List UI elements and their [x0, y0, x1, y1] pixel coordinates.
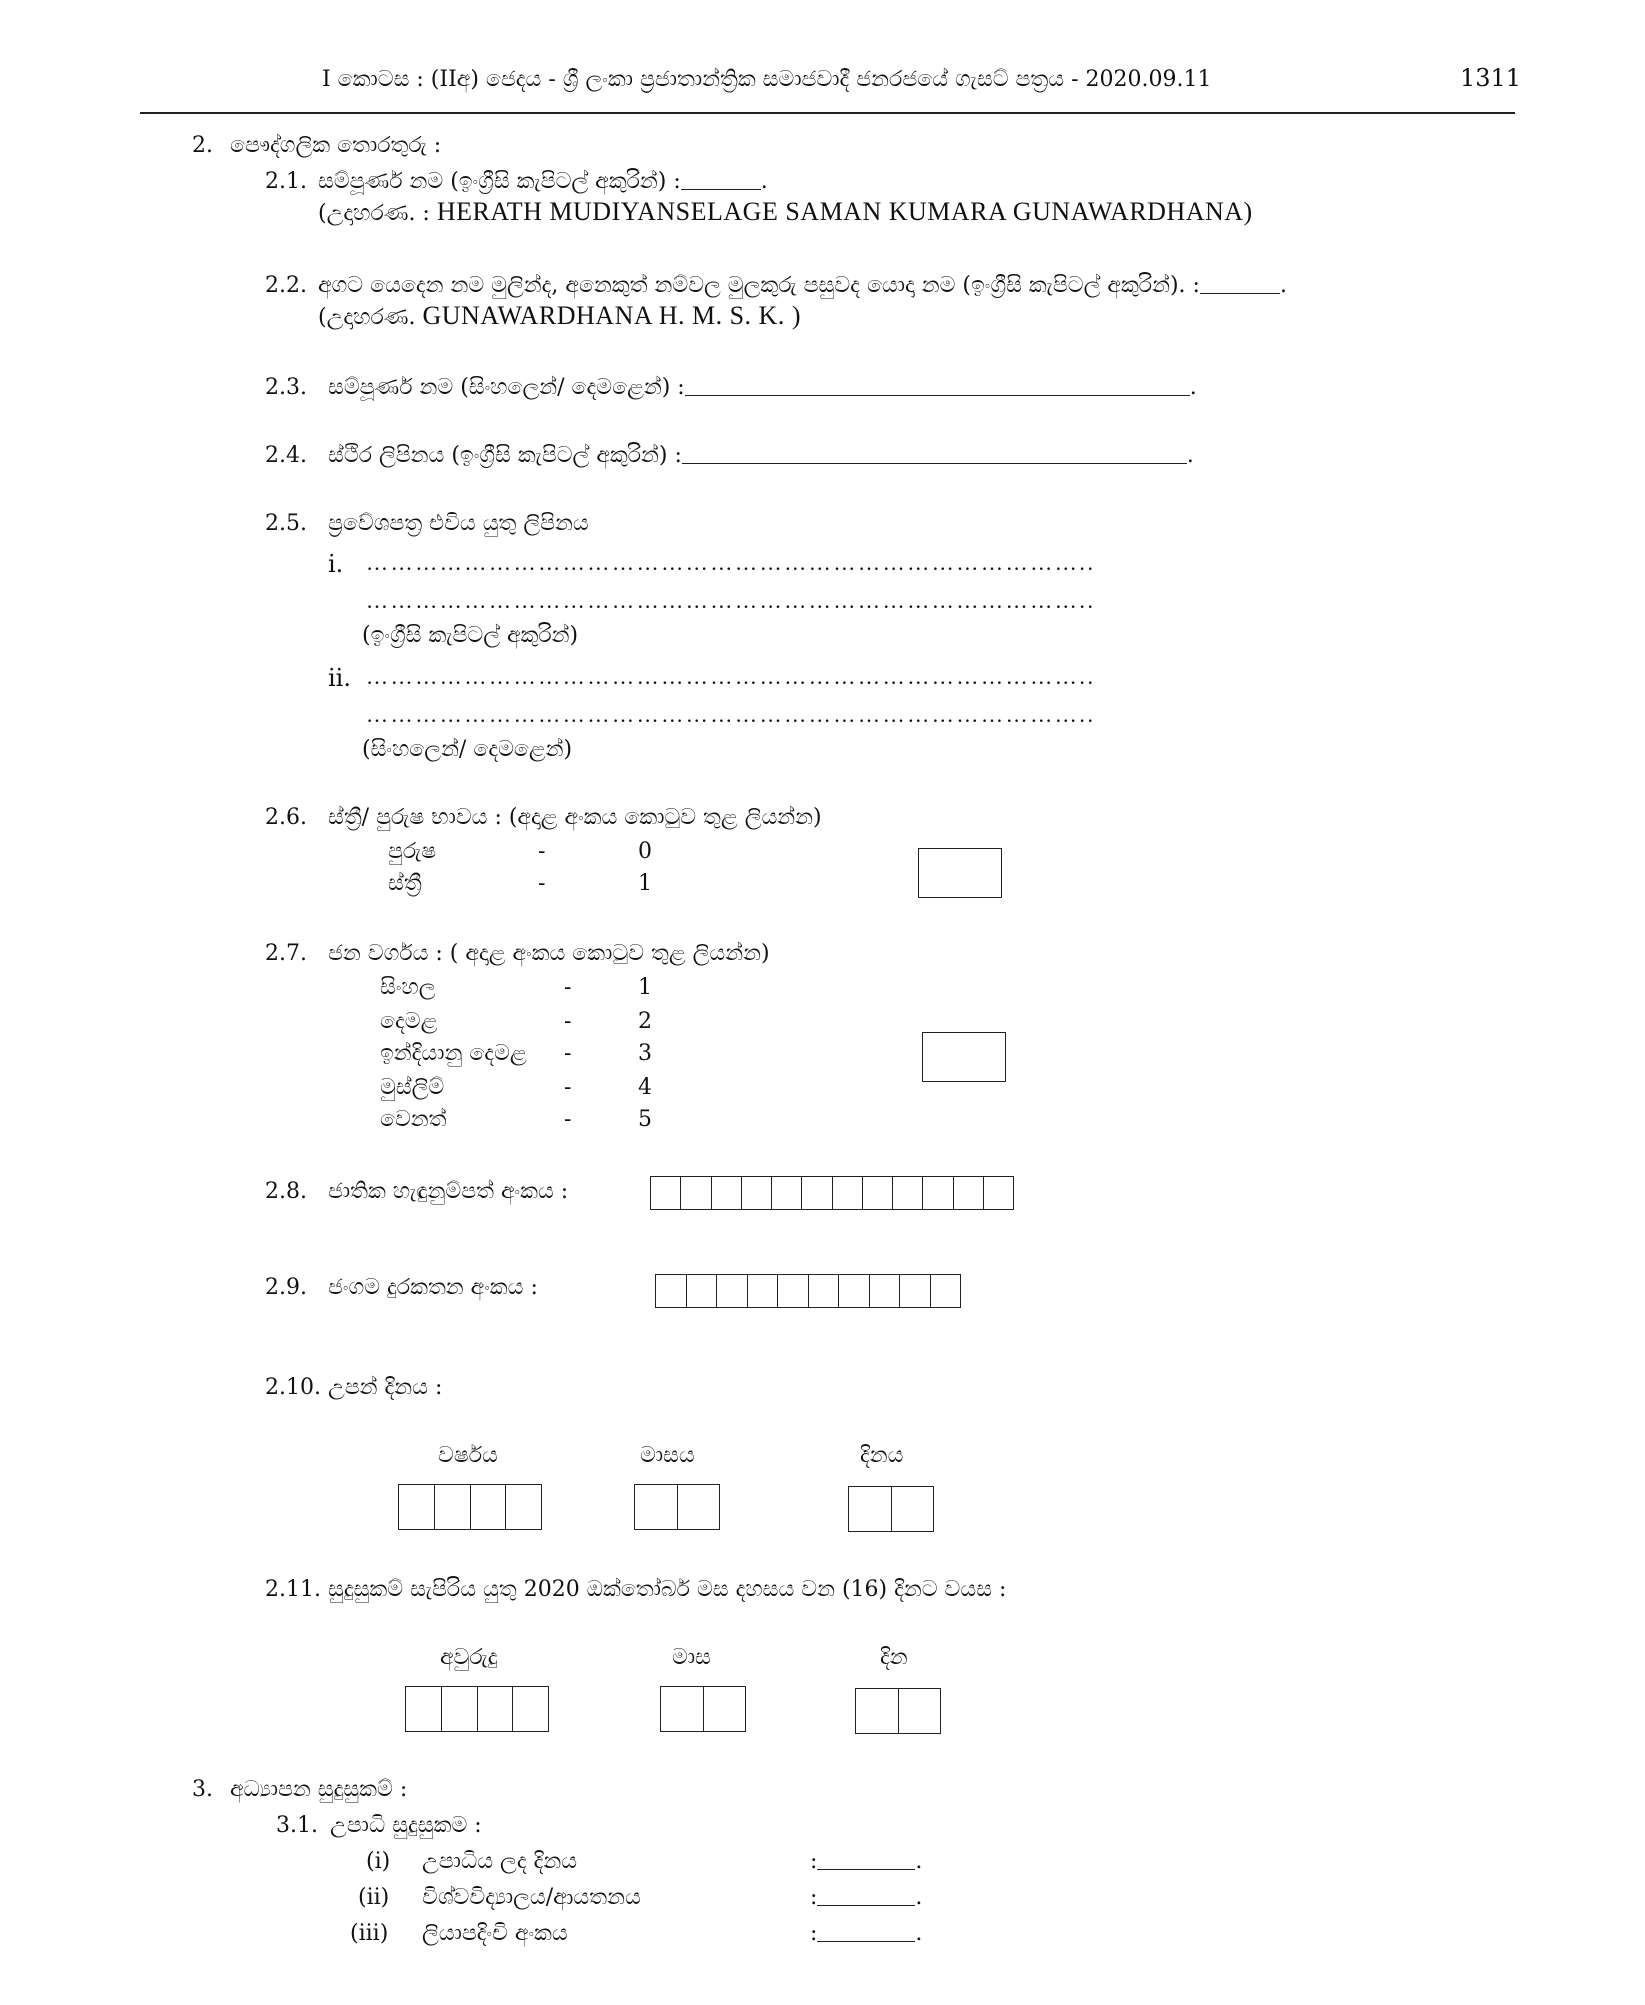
- mobile-cell[interactable]: [717, 1275, 748, 1307]
- address-sinhala-line-2[interactable]: ……………………………………………………………………………..: [366, 702, 1096, 727]
- dob-year-cell[interactable]: [506, 1485, 541, 1529]
- dob-month-cells[interactable]: [634, 1484, 720, 1530]
- nic-cell[interactable]: [863, 1177, 893, 1209]
- item-2-2-example: (උදාහරණ. GUNAWARDHANA H. M. S. K. ): [318, 301, 801, 330]
- item-2-1-line: සම්පූර්ණ නම (ඉංග්‍රීසි කැපිටල් අකුරින්) : .: [318, 169, 768, 194]
- address-english-marker: i.: [328, 550, 344, 578]
- item-2-4-number: 2.4.: [265, 443, 307, 468]
- dob-month-cell[interactable]: [635, 1485, 678, 1529]
- university-line: : .: [810, 1885, 923, 1910]
- dob-day-label: දිනය: [860, 1443, 904, 1468]
- ethnicity-option-dash: -: [564, 1075, 572, 1100]
- nic-cell[interactable]: [984, 1177, 1013, 1209]
- item-2-1-example: (උදාහරණ. : HERATH MUDIYANSELAGE SAMAN KUMARA GUNAWARDHANA): [318, 197, 1253, 226]
- address-sinhala-marker: ii.: [328, 664, 351, 692]
- ethnicity-option-code: 3: [638, 1041, 652, 1066]
- dob-day-cells[interactable]: [848, 1486, 934, 1532]
- degree-qualification-label: උපාධි සුදුසුකම :: [330, 1813, 482, 1838]
- item-2-9-number: 2.9.: [265, 1275, 307, 1300]
- mobile-number-cells[interactable]: [655, 1274, 961, 1308]
- dob-year-cell[interactable]: [399, 1485, 435, 1529]
- ethnicity-option-dash: -: [564, 975, 572, 1000]
- degree-date-field[interactable]: [817, 1855, 915, 1870]
- permanent-address-label: ස්ථිර ලිපිනය (ඉංග්‍රීසි කැපිටල් අකුරින්) :: [328, 443, 682, 468]
- dob-year-cells[interactable]: [398, 1484, 542, 1530]
- item-2-5-number: 2.5.: [265, 511, 307, 536]
- nic-cell[interactable]: [802, 1177, 832, 1209]
- section-2-title: පෞද්ගලික තොරතුරු :: [230, 133, 442, 158]
- ethnicity-option-name: ඉන්දියානු දෙමළ: [380, 1041, 527, 1066]
- section-3-title: අධ්‍යාපන සුදුසුකම් :: [230, 1777, 408, 1802]
- full-name-english-field[interactable]: [681, 175, 761, 190]
- running-title: I කොටස : (IIඅ) ජෙදය - ශ්‍රී ලංකා ප්‍රජාතාන්ත්‍රික සමාජවාදී ජනරජයේ ගැසට් පත්‍රය - 2020.09.11: [322, 67, 1212, 92]
- name-with-initials-field[interactable]: [1200, 279, 1280, 294]
- age-months-cell[interactable]: [661, 1687, 704, 1731]
- age-years-cell[interactable]: [406, 1687, 442, 1731]
- nic-cell[interactable]: [954, 1177, 984, 1209]
- item-2-11-number: 2.11.: [265, 1577, 321, 1602]
- university-label: විශ්වවිද්‍යාලය/ආයතනය: [422, 1885, 641, 1910]
- age-months-cell[interactable]: [704, 1687, 746, 1731]
- mobile-cell[interactable]: [870, 1275, 901, 1307]
- nic-cell[interactable]: [742, 1177, 772, 1209]
- nic-cell[interactable]: [923, 1177, 953, 1209]
- degree-item-roman: (iii): [350, 1921, 389, 1946]
- university-field[interactable]: [817, 1891, 915, 1906]
- item-2-3-number: 2.3.: [265, 375, 307, 400]
- dob-year-cell[interactable]: [435, 1485, 471, 1529]
- gender-option-name: පුරුෂ: [388, 839, 437, 864]
- gender-code-box[interactable]: [918, 848, 1002, 898]
- address-english-line-1[interactable]: ……………………………………………………………………………..: [366, 550, 1096, 575]
- nic-number-cells[interactable]: [650, 1176, 1014, 1210]
- full-name-sinhala-tamil-field[interactable]: [685, 381, 1190, 396]
- nic-number-label: ජාතික හැඳුනුම්පත් අංකය :: [328, 1179, 569, 1204]
- age-months-cells[interactable]: [660, 1686, 746, 1732]
- ethnicity-option-code: 5: [638, 1107, 652, 1132]
- mobile-cell[interactable]: [656, 1275, 687, 1307]
- address-sinhala-note: (සිංහලෙන්/ දෙමළෙන්): [362, 737, 573, 762]
- section-2-number: 2.: [192, 133, 213, 158]
- ethnicity-label: ජන වර්ගය : ( අදාළ අංකය කොටුව තුළ ලියන්න): [328, 941, 770, 966]
- ethnicity-option-name: වෙනත්: [380, 1107, 447, 1132]
- ethnicity-option-dash: -: [564, 1041, 572, 1066]
- full-name-english-label: සම්පූර්ණ නම (ඉංග්‍රීසි කැපිටල් අකුරින්) :: [318, 169, 681, 194]
- mobile-cell[interactable]: [748, 1275, 779, 1307]
- section-3-number: 3.: [192, 1777, 213, 1802]
- page-number: 1311: [1460, 64, 1522, 92]
- gender-option-name: ස්ත්‍රී: [388, 871, 422, 896]
- ethnicity-option-code: 1: [638, 975, 652, 1000]
- item-2-10-number: 2.10.: [265, 1375, 321, 1400]
- admission-address-label: ප්‍රවේශපත්‍ර එවිය යුතු ලිපිනය: [328, 511, 589, 536]
- item-2-2-number: 2.2.: [265, 273, 307, 298]
- item-2-1-number: 2.1.: [265, 169, 307, 194]
- registration-number-label: ලියාපදිංචි අංකය: [422, 1921, 568, 1946]
- name-with-initials-label: අගට යෙදෙන නම මුලින්ද, අනෙකුත් නම්වල මුලකුරු පසුවද යොදා නම (ඉංග්‍රීසි කැපිටල් අකුරින්). :: [318, 273, 1200, 298]
- mobile-cell[interactable]: [809, 1275, 840, 1307]
- degree-date-label: උපාධිය ලද දිනය: [422, 1849, 578, 1874]
- dob-day-cell[interactable]: [849, 1487, 892, 1531]
- item-2-8-number: 2.8.: [265, 1179, 307, 1204]
- age-months-label: මාස: [672, 1645, 711, 1670]
- address-english-line-2[interactable]: ……………………………………………………………………………..: [366, 588, 1096, 613]
- registration-number-line: : .: [810, 1921, 923, 1946]
- dob-month-cell[interactable]: [678, 1485, 720, 1529]
- gender-option-dash: -: [538, 839, 546, 864]
- age-years-label: අවුරුදු: [440, 1645, 498, 1670]
- age-days-label: දින: [880, 1645, 908, 1670]
- age-years-cells[interactable]: [405, 1686, 549, 1732]
- address-english-note: (ඉංග්‍රීසි කැපිටල් අකුරින්): [362, 623, 579, 648]
- gender-option-code: 1: [638, 871, 652, 896]
- age-years-cell[interactable]: [513, 1687, 548, 1731]
- dob-year-label: වර්ෂය: [438, 1443, 498, 1468]
- ethnicity-option-code: 4: [638, 1075, 652, 1100]
- age-days-cell[interactable]: [899, 1689, 941, 1733]
- mobile-cell[interactable]: [931, 1275, 961, 1307]
- ethnicity-option-name: දෙමළ: [380, 1009, 438, 1034]
- age-at-date-label: සුදුසුකම් සැපිරිය යුතු 2020 ඔක්තෝබර් මස දහසය වන (16) දිනට වයස :: [328, 1577, 1007, 1602]
- item-2-4-line: ස්ථිර ලිපිනය (ඉංග්‍රීසි කැපිටල් අකුරින්) : .: [328, 443, 1194, 468]
- item-2-6-number: 2.6.: [265, 805, 307, 830]
- example-full-name: HERATH MUDIYANSELAGE SAMAN KUMARA GUNAWARDHANA): [436, 197, 1253, 226]
- mobile-cell[interactable]: [839, 1275, 870, 1307]
- degree-item-roman: (i): [366, 1849, 391, 1874]
- nic-cell[interactable]: [833, 1177, 863, 1209]
- dob-month-label: මාසය: [640, 1443, 695, 1468]
- age-years-cell[interactable]: [442, 1687, 478, 1731]
- ethnicity-option-dash: -: [564, 1009, 572, 1034]
- gender-option-code: 0: [638, 839, 652, 864]
- mobile-cell[interactable]: [900, 1275, 931, 1307]
- nic-cell[interactable]: [681, 1177, 711, 1209]
- age-years-cell[interactable]: [478, 1687, 514, 1731]
- dob-day-cell[interactable]: [892, 1487, 934, 1531]
- nic-cell[interactable]: [712, 1177, 742, 1209]
- nic-cell[interactable]: [651, 1177, 681, 1209]
- header-rule: [140, 112, 1515, 114]
- mobile-cell[interactable]: [778, 1275, 809, 1307]
- mobile-number-label: ජංගම දුරකතන අංකය :: [328, 1275, 538, 1300]
- example-name-with-initials: GUNAWARDHANA H. M. S. K. ): [422, 301, 801, 330]
- date-of-birth-label: උපන් දිනය :: [328, 1375, 443, 1400]
- degree-item-roman: (ii): [358, 1885, 390, 1910]
- nic-cell[interactable]: [893, 1177, 923, 1209]
- full-name-sinhala-tamil-label: සම්පූර්ණ නම (සිංහලෙන්/ දෙමළෙන්) :: [328, 375, 685, 400]
- dob-year-cell[interactable]: [471, 1485, 507, 1529]
- age-days-cell[interactable]: [856, 1689, 899, 1733]
- ethnicity-option-dash: -: [564, 1107, 572, 1132]
- address-sinhala-line-1[interactable]: ……………………………………………………………………………..: [366, 664, 1096, 689]
- degree-date-line: : .: [810, 1849, 923, 1874]
- permanent-address-field[interactable]: [682, 449, 1187, 464]
- item-2-2-line: අගට යෙදෙන නම මුලින්ද, අනෙකුත් නම්වල මුලකුරු පසුවද යොදා නම (ඉංග්‍රීසි කැපිටල් අකුරින්). : .: [318, 273, 1287, 298]
- gender-label: ස්ත්‍රී/ පුරුෂ භාවය : (අදාළ අංකය කොටුව තුළ ලියන්න): [328, 805, 822, 830]
- registration-number-field[interactable]: [817, 1927, 915, 1942]
- ethnicity-option-name: මුස්ලිම්: [380, 1075, 445, 1100]
- nic-cell[interactable]: [772, 1177, 802, 1209]
- age-days-cells[interactable]: [855, 1688, 941, 1734]
- gender-option-dash: -: [538, 871, 546, 896]
- item-2-7-number: 2.7.: [265, 941, 307, 966]
- item-2-3-line: සම්පූර්ණ නම (සිංහලෙන්/ දෙමළෙන්) : .: [328, 375, 1197, 400]
- mobile-cell[interactable]: [687, 1275, 718, 1307]
- ethnicity-code-box[interactable]: [922, 1032, 1006, 1082]
- ethnicity-option-name: සිංහල: [380, 975, 436, 1000]
- ethnicity-option-code: 2: [638, 1009, 652, 1034]
- item-3-1-number: 3.1.: [276, 1813, 318, 1838]
